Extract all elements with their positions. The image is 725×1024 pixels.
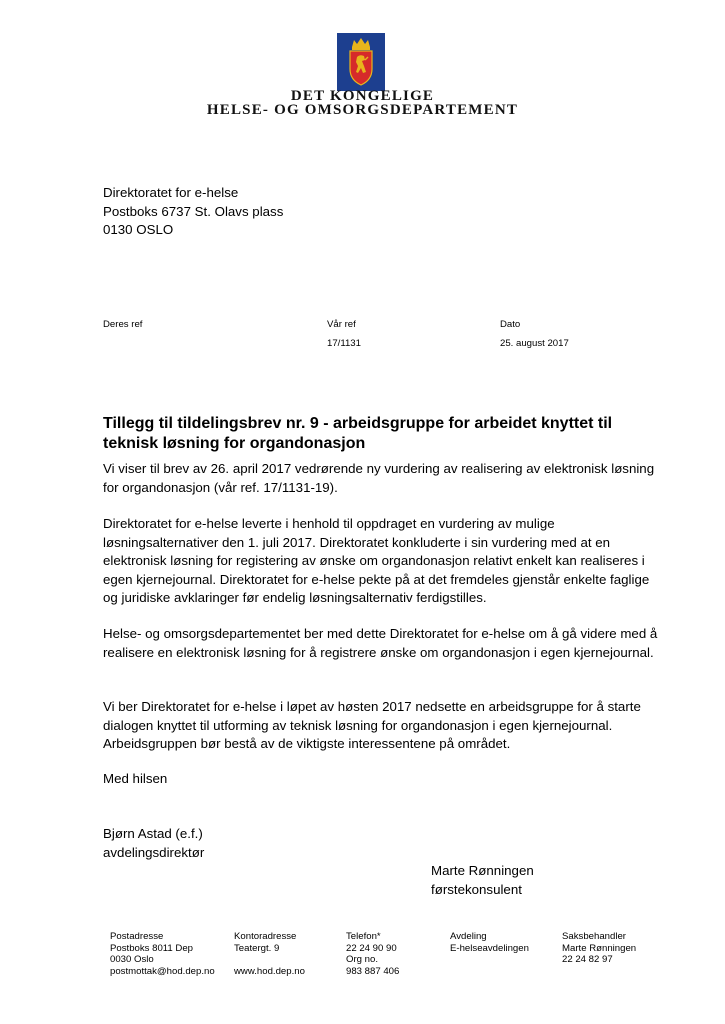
- footer-column-avdeling: [450, 931, 529, 954]
- footer-column-postadresse: [110, 931, 215, 977]
- footer-value: Teatergt. 9: [234, 942, 280, 954]
- closing-greeting: Med hilsen: [103, 771, 168, 786]
- recipient-address: [103, 184, 283, 240]
- footer-value: Postboks 8011 Dep: [110, 942, 194, 954]
- footer-column-kontoradresse: [234, 931, 305, 977]
- recipient-city: 0130 OSLO: [103, 222, 174, 237]
- footer-value: 983 887 406: [346, 965, 400, 977]
- var-ref-label: Vår ref: [327, 319, 356, 330]
- royal-crest-logo: [337, 33, 385, 91]
- footer-label: Saksbehandler: [562, 931, 627, 942]
- footer-label: Kontoradresse: [234, 931, 297, 942]
- paragraph-1: Vi viser til brev av 26. april 2017 vedrørende ny vurdering av realisering av elektronisk løsning for organdonasjon (vår ref. 17/1131-19).: [103, 461, 655, 495]
- recipient-name: Direktoratet for e-helse: [103, 185, 239, 200]
- org-name-line1: DET KONGELIGE: [290, 88, 435, 104]
- footer-value: 0030 Oslo: [110, 954, 154, 966]
- signature-1-title: avdelingsdirektør: [103, 845, 205, 860]
- recipient-street: Postboks 6737 St. Olavs plass: [103, 203, 284, 219]
- footer-column-telefon: [346, 931, 399, 977]
- date-value: 25. august 2017: [500, 338, 569, 349]
- footer-label: Postadresse: [110, 931, 164, 942]
- signature-2-title: førstekonsulent: [431, 882, 522, 897]
- footer-label: Telefon*: [346, 931, 381, 942]
- footer-email: postmottak@hod.dep.no: [110, 965, 215, 977]
- paragraph-3: Helse- og omsorgsdepartementet ber med dette Direktoratet for e-helse om å gå videre med å realisere en elektronisk løsning for å registrere ønske om organdonasjon i egen kjernejournal.: [103, 626, 658, 660]
- org-name-line2: HELSE- OG OMSORGSDEPARTEMENT: [206, 102, 519, 118]
- footer-value: [234, 954, 305, 966]
- signature-1-name: Bjørn Astad (e.f.): [103, 826, 203, 841]
- footer-column-saksbehandler: [562, 931, 636, 966]
- paragraph-4: Vi ber Direktoratet for e-helse i løpet av høsten 2017 nedsette en arbeidsgruppe for å starte dialogen knyttet til utforming av teknisk løsning for organdonasjon i egen kjernejournal. Arbeidsgruppen bør bestå av de viktigste interessentene på området.: [103, 699, 641, 752]
- signature-2-name: Marte Rønningen: [431, 863, 534, 878]
- footer-value: 22 24 90 90: [346, 942, 397, 954]
- paragraph-2: Direktoratet for e-helse leverte i henhold til oppdraget en vurdering av mulige løsningsalternativer den 1. juli 2017. Direktoratet konkluderte i sin vurdering med at en elektronisk løsning for registering av ønske om organdonasjon relativt enkelt kan realiseres i egen kjernejournal. Direktoratet for e-helse pekte på at det fremdeles gjenstår enkelte faglige og juridiske avklaringer før endelig løsningsalternativ ferdigstilles.: [103, 516, 650, 606]
- footer-value: Marte Rønningen: [562, 942, 637, 954]
- footer-value: E-helseavdelingen: [450, 942, 529, 954]
- date-label: Dato: [500, 319, 521, 330]
- letter-title: Tillegg til tildelingsbrev nr. 9 - arbeidsgruppe for arbeidet knyttet til teknisk løsning for organdonasjon: [103, 415, 613, 452]
- footer-value: 22 24 82 97: [562, 954, 613, 966]
- deres-ref-label: Deres ref: [103, 319, 143, 330]
- footer-label: Avdeling: [450, 931, 487, 942]
- footer-value: Org no.: [346, 954, 378, 966]
- footer-website: www.hod.dep.no: [234, 965, 305, 977]
- var-ref-value: 17/1131: [327, 338, 361, 349]
